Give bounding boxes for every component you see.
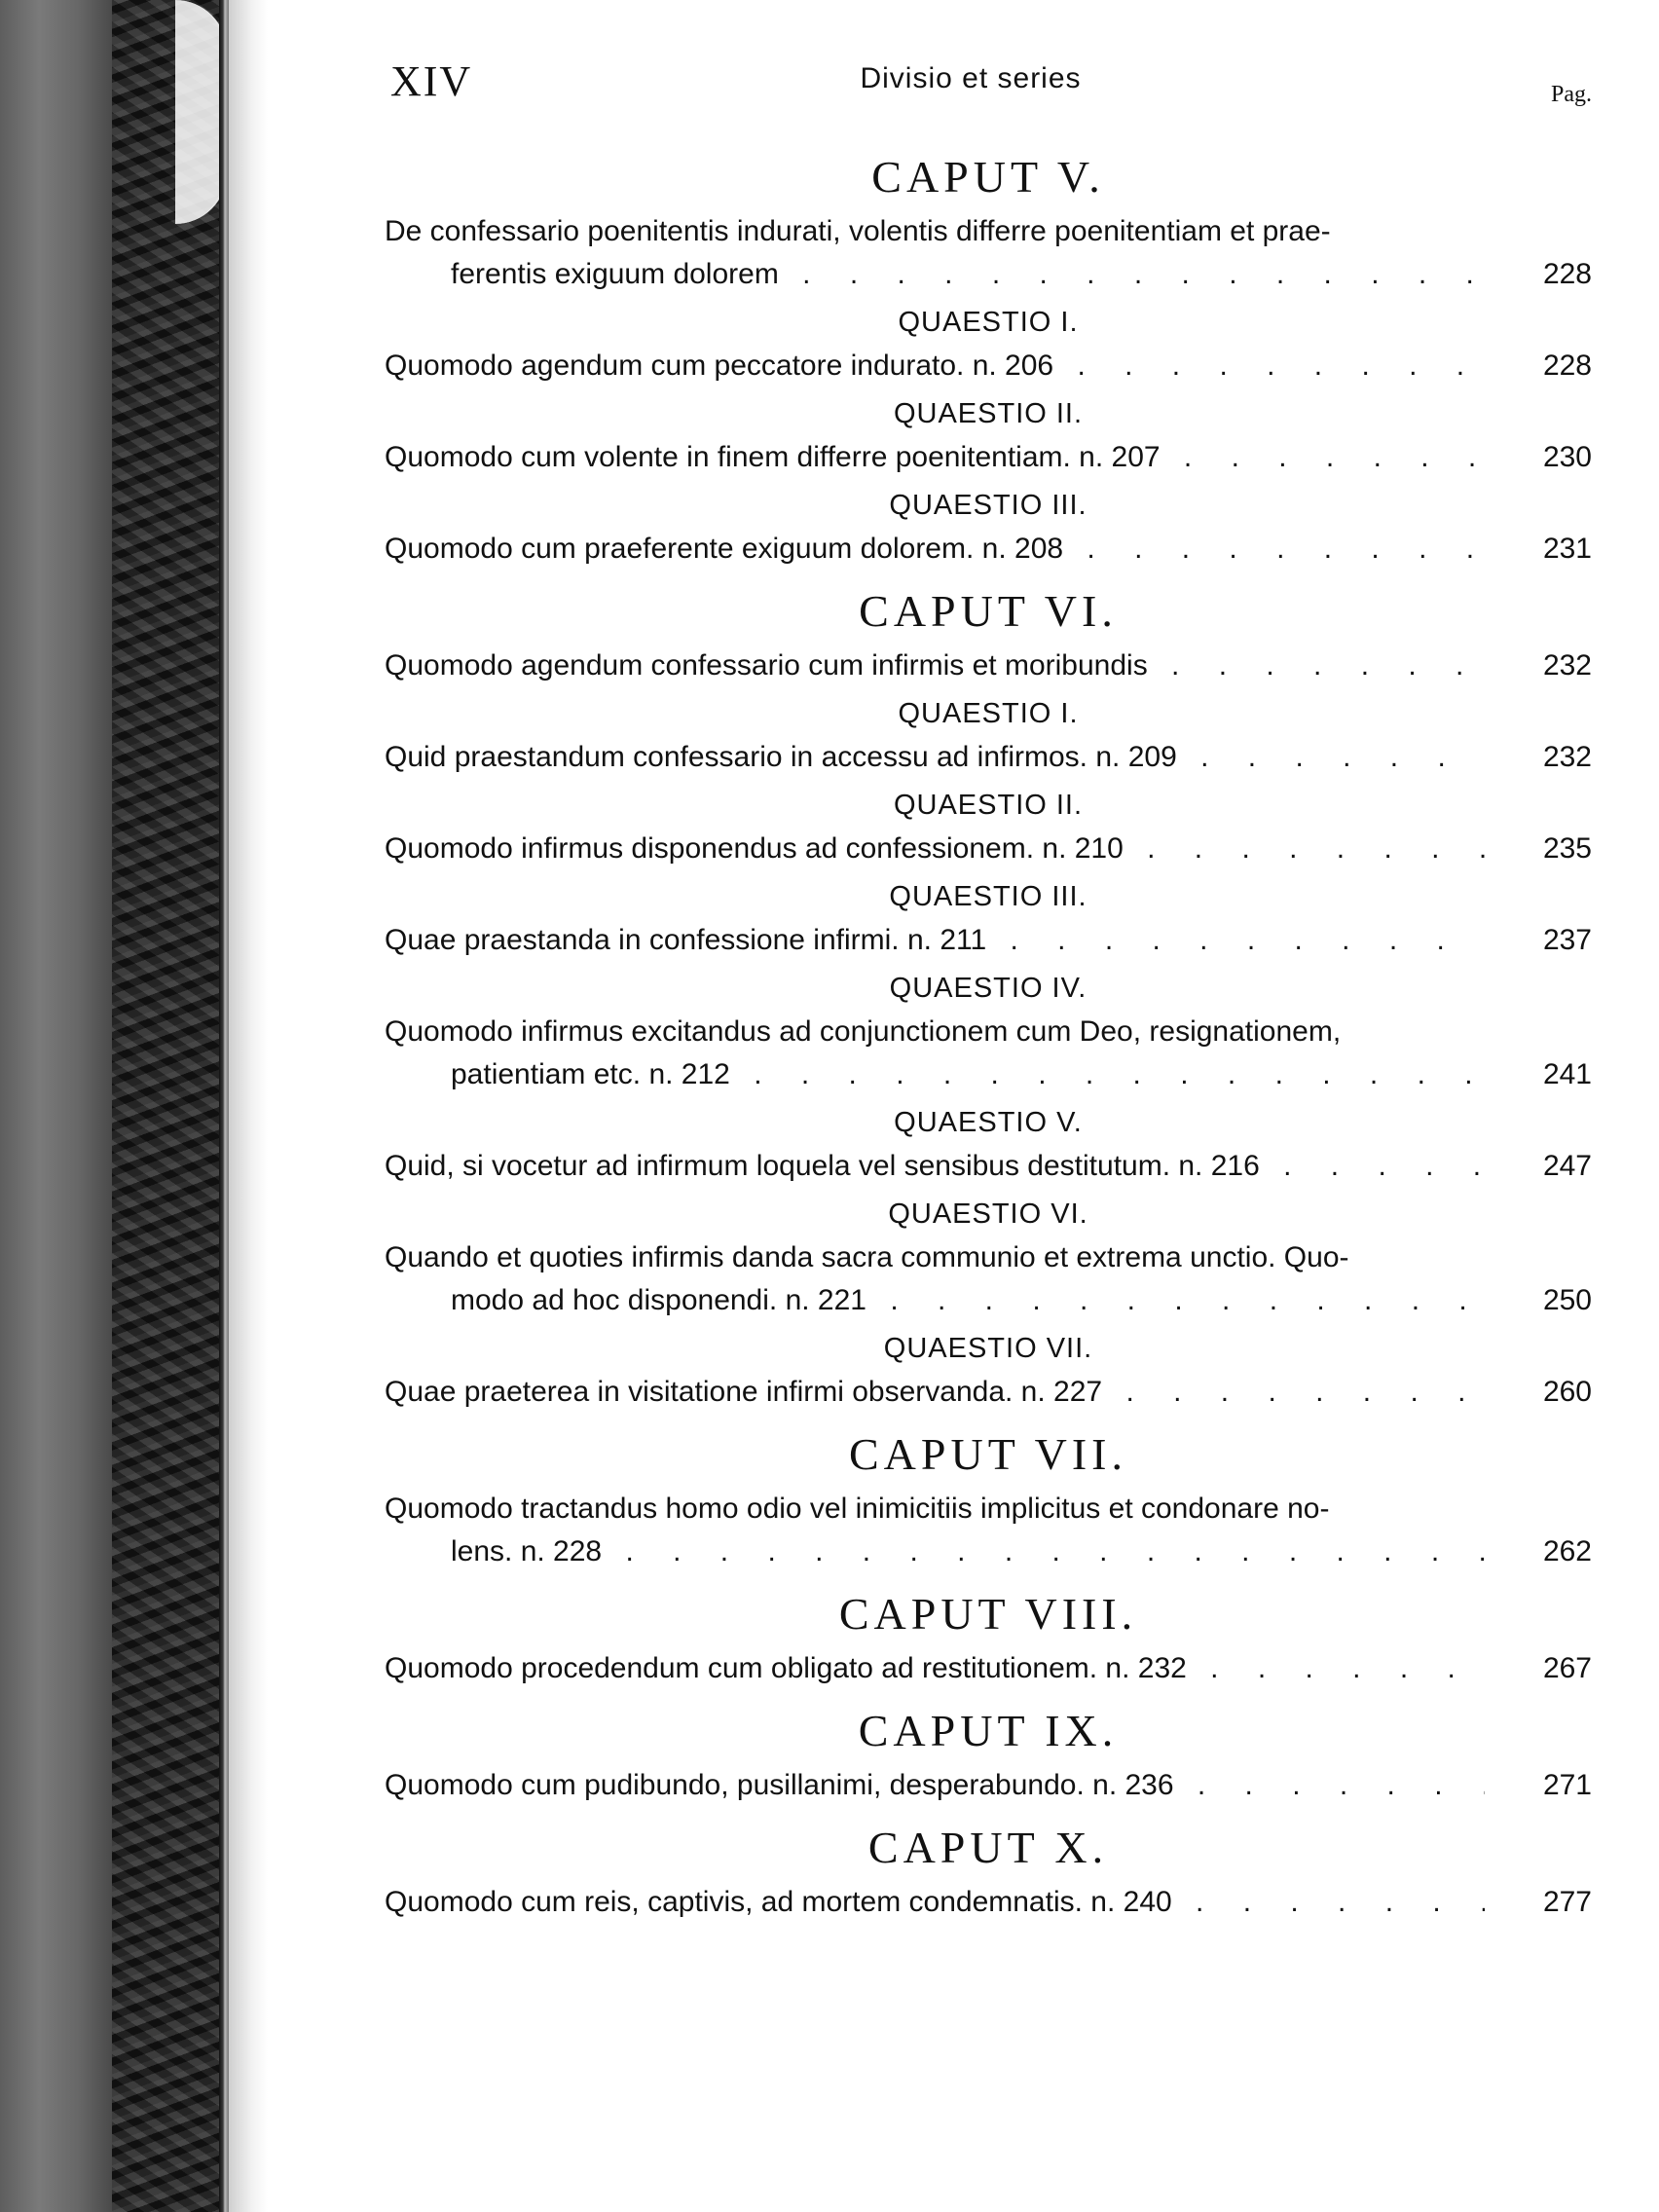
- question-heading: QUAESTIO III.: [889, 881, 1088, 912]
- toc-entry: [385, 1647, 1592, 1690]
- toc-entry-text: Quae praestanda in confessione infirmi. n. 211 . . .: [385, 919, 1485, 962]
- running-title: Divisio et series: [860, 62, 1082, 94]
- running-head: [385, 56, 1592, 105]
- toc-entry: [385, 1236, 1592, 1322]
- toc-page-number: 262: [1542, 1535, 1592, 1567]
- pag-column-label: Pag.: [1551, 82, 1592, 107]
- book-gutter: [219, 0, 229, 2212]
- toc-entry: [385, 645, 1592, 687]
- toc-entry-text: Quomodo tractandus homo odio vel inimicitiis implicitus et condonare no-: [385, 1493, 1330, 1525]
- chapter-heading: CAPUT X.: [867, 1823, 1109, 1872]
- question-heading: QUAESTIO I.: [898, 698, 1079, 729]
- toc-entry: [385, 828, 1592, 870]
- toc-entry: [385, 528, 1592, 571]
- chapter-heading: CAPUT V.: [871, 152, 1105, 202]
- toc-entry-text: Quid, si vocetur ad infirmum loquela vel sensibus destitutum. n. 216 . . .: [385, 1145, 1485, 1188]
- toc-page-number: 247: [1542, 1150, 1592, 1182]
- toc-entry-text: ferentis exiguum dolorem . . .: [385, 253, 1485, 296]
- toc-page-number: 267: [1542, 1652, 1592, 1684]
- toc-page-number: 271: [1542, 1769, 1592, 1801]
- toc-entry-text: Quomodo cum volente in finem differre poenitentiam. n. 207 . . .: [385, 436, 1485, 479]
- toc-entry-text: modo ad hoc disponendi. n. 221 . . .: [385, 1279, 1485, 1322]
- question-heading: QUAESTIO III.: [889, 490, 1088, 521]
- toc-entry: [385, 736, 1592, 779]
- toc-page-number: 231: [1542, 533, 1592, 565]
- toc-entry-text: Quae praeterea in visitatione infirmi observanda. n. 227 . . .: [385, 1371, 1485, 1414]
- question-heading: QUAESTIO VII.: [883, 1333, 1093, 1364]
- marbled-endpaper: [112, 0, 219, 2212]
- page-gutter-shadow: [229, 0, 268, 2212]
- chapter-heading: CAPUT IX.: [858, 1706, 1119, 1755]
- question-heading: QUAESTIO VI.: [888, 1198, 1088, 1230]
- toc-entry-text: Quomodo infirmus excitandus ad conjunctionem cum Deo, resignationem,: [385, 1015, 1342, 1048]
- toc-entry: [385, 1488, 1592, 1573]
- toc-entry: [385, 1145, 1592, 1188]
- toc-page-number: 237: [1542, 924, 1592, 956]
- toc-entry: [385, 436, 1592, 479]
- question-heading: QUAESTIO IV.: [889, 973, 1088, 1004]
- toc-entry: [385, 1881, 1592, 1924]
- toc-page-number: 230: [1542, 441, 1592, 473]
- toc-page-number: 241: [1542, 1058, 1592, 1090]
- toc-entry-text: Quomodo cum reis, captivis, ad mortem condemnatis. n. 240 . . .: [385, 1881, 1485, 1924]
- toc-page-number: 235: [1542, 832, 1592, 865]
- question-heading: QUAESTIO I.: [898, 307, 1079, 338]
- toc-page-number: 232: [1542, 649, 1592, 682]
- chapter-heading: CAPUT VIII.: [838, 1589, 1138, 1639]
- toc-entry-text: Quando et quoties infirmis danda sacra communio et extrema unctio. Quo-: [385, 1241, 1349, 1273]
- toc-entry: [385, 345, 1592, 387]
- toc-entry-text: Quomodo cum pudibundo, pusillanimi, desperabundo. n. 236 . . .: [385, 1764, 1485, 1807]
- page-number: XIV: [390, 57, 473, 105]
- toc-entry-text: Quomodo agendum cum peccatore indurato. n. 206 . . .: [385, 345, 1485, 387]
- book-edge: [0, 0, 112, 2212]
- toc-entry-text: De confessario poenitentis indurati, volentis differre poenitentiam et prae-: [385, 215, 1331, 247]
- question-heading: QUAESTIO II.: [893, 398, 1084, 429]
- toc-entry: [385, 1764, 1592, 1807]
- question-heading: QUAESTIO II.: [893, 790, 1084, 821]
- question-heading: QUAESTIO V.: [894, 1107, 1083, 1138]
- toc-page-number: 228: [1542, 258, 1592, 290]
- chapter-heading: CAPUT VI.: [859, 586, 1118, 636]
- toc-entry: [385, 919, 1592, 962]
- book-page: [385, 0, 1592, 2212]
- toc-entry-text: Quomodo infirmus disponendus ad confessionem. n. 210 . . .: [385, 828, 1485, 870]
- toc-entry: [385, 210, 1592, 296]
- toc-entry-text: Quomodo procedendum cum obligato ad restitutionem. n. 232 . . .: [385, 1647, 1485, 1690]
- toc-entry: [385, 1371, 1592, 1414]
- chapter-heading: CAPUT VII.: [849, 1429, 1127, 1479]
- toc-entry: [385, 1011, 1592, 1096]
- toc-entry-text: Quomodo cum praeferente exiguum dolorem. n. 208 . . .: [385, 528, 1485, 571]
- toc-entry-text: lens. n. 228 . . .: [385, 1530, 1485, 1573]
- toc-entry-text: Quid praestandum confessario in accessu ad infirmos. n. 209 . . .: [385, 736, 1485, 779]
- toc-page-number: 250: [1542, 1284, 1592, 1316]
- toc-entry-text: patientiam etc. n. 212 . . .: [385, 1053, 1485, 1096]
- toc-page-number: 277: [1542, 1886, 1592, 1918]
- toc-page-number: 260: [1542, 1376, 1592, 1408]
- toc-page-number: 228: [1542, 350, 1592, 382]
- table-of-contents: [385, 144, 1592, 1924]
- toc-entry-text: Quomodo agendum confessario cum infirmis et moribundis . . .: [385, 645, 1485, 687]
- toc-page-number: 232: [1542, 741, 1592, 773]
